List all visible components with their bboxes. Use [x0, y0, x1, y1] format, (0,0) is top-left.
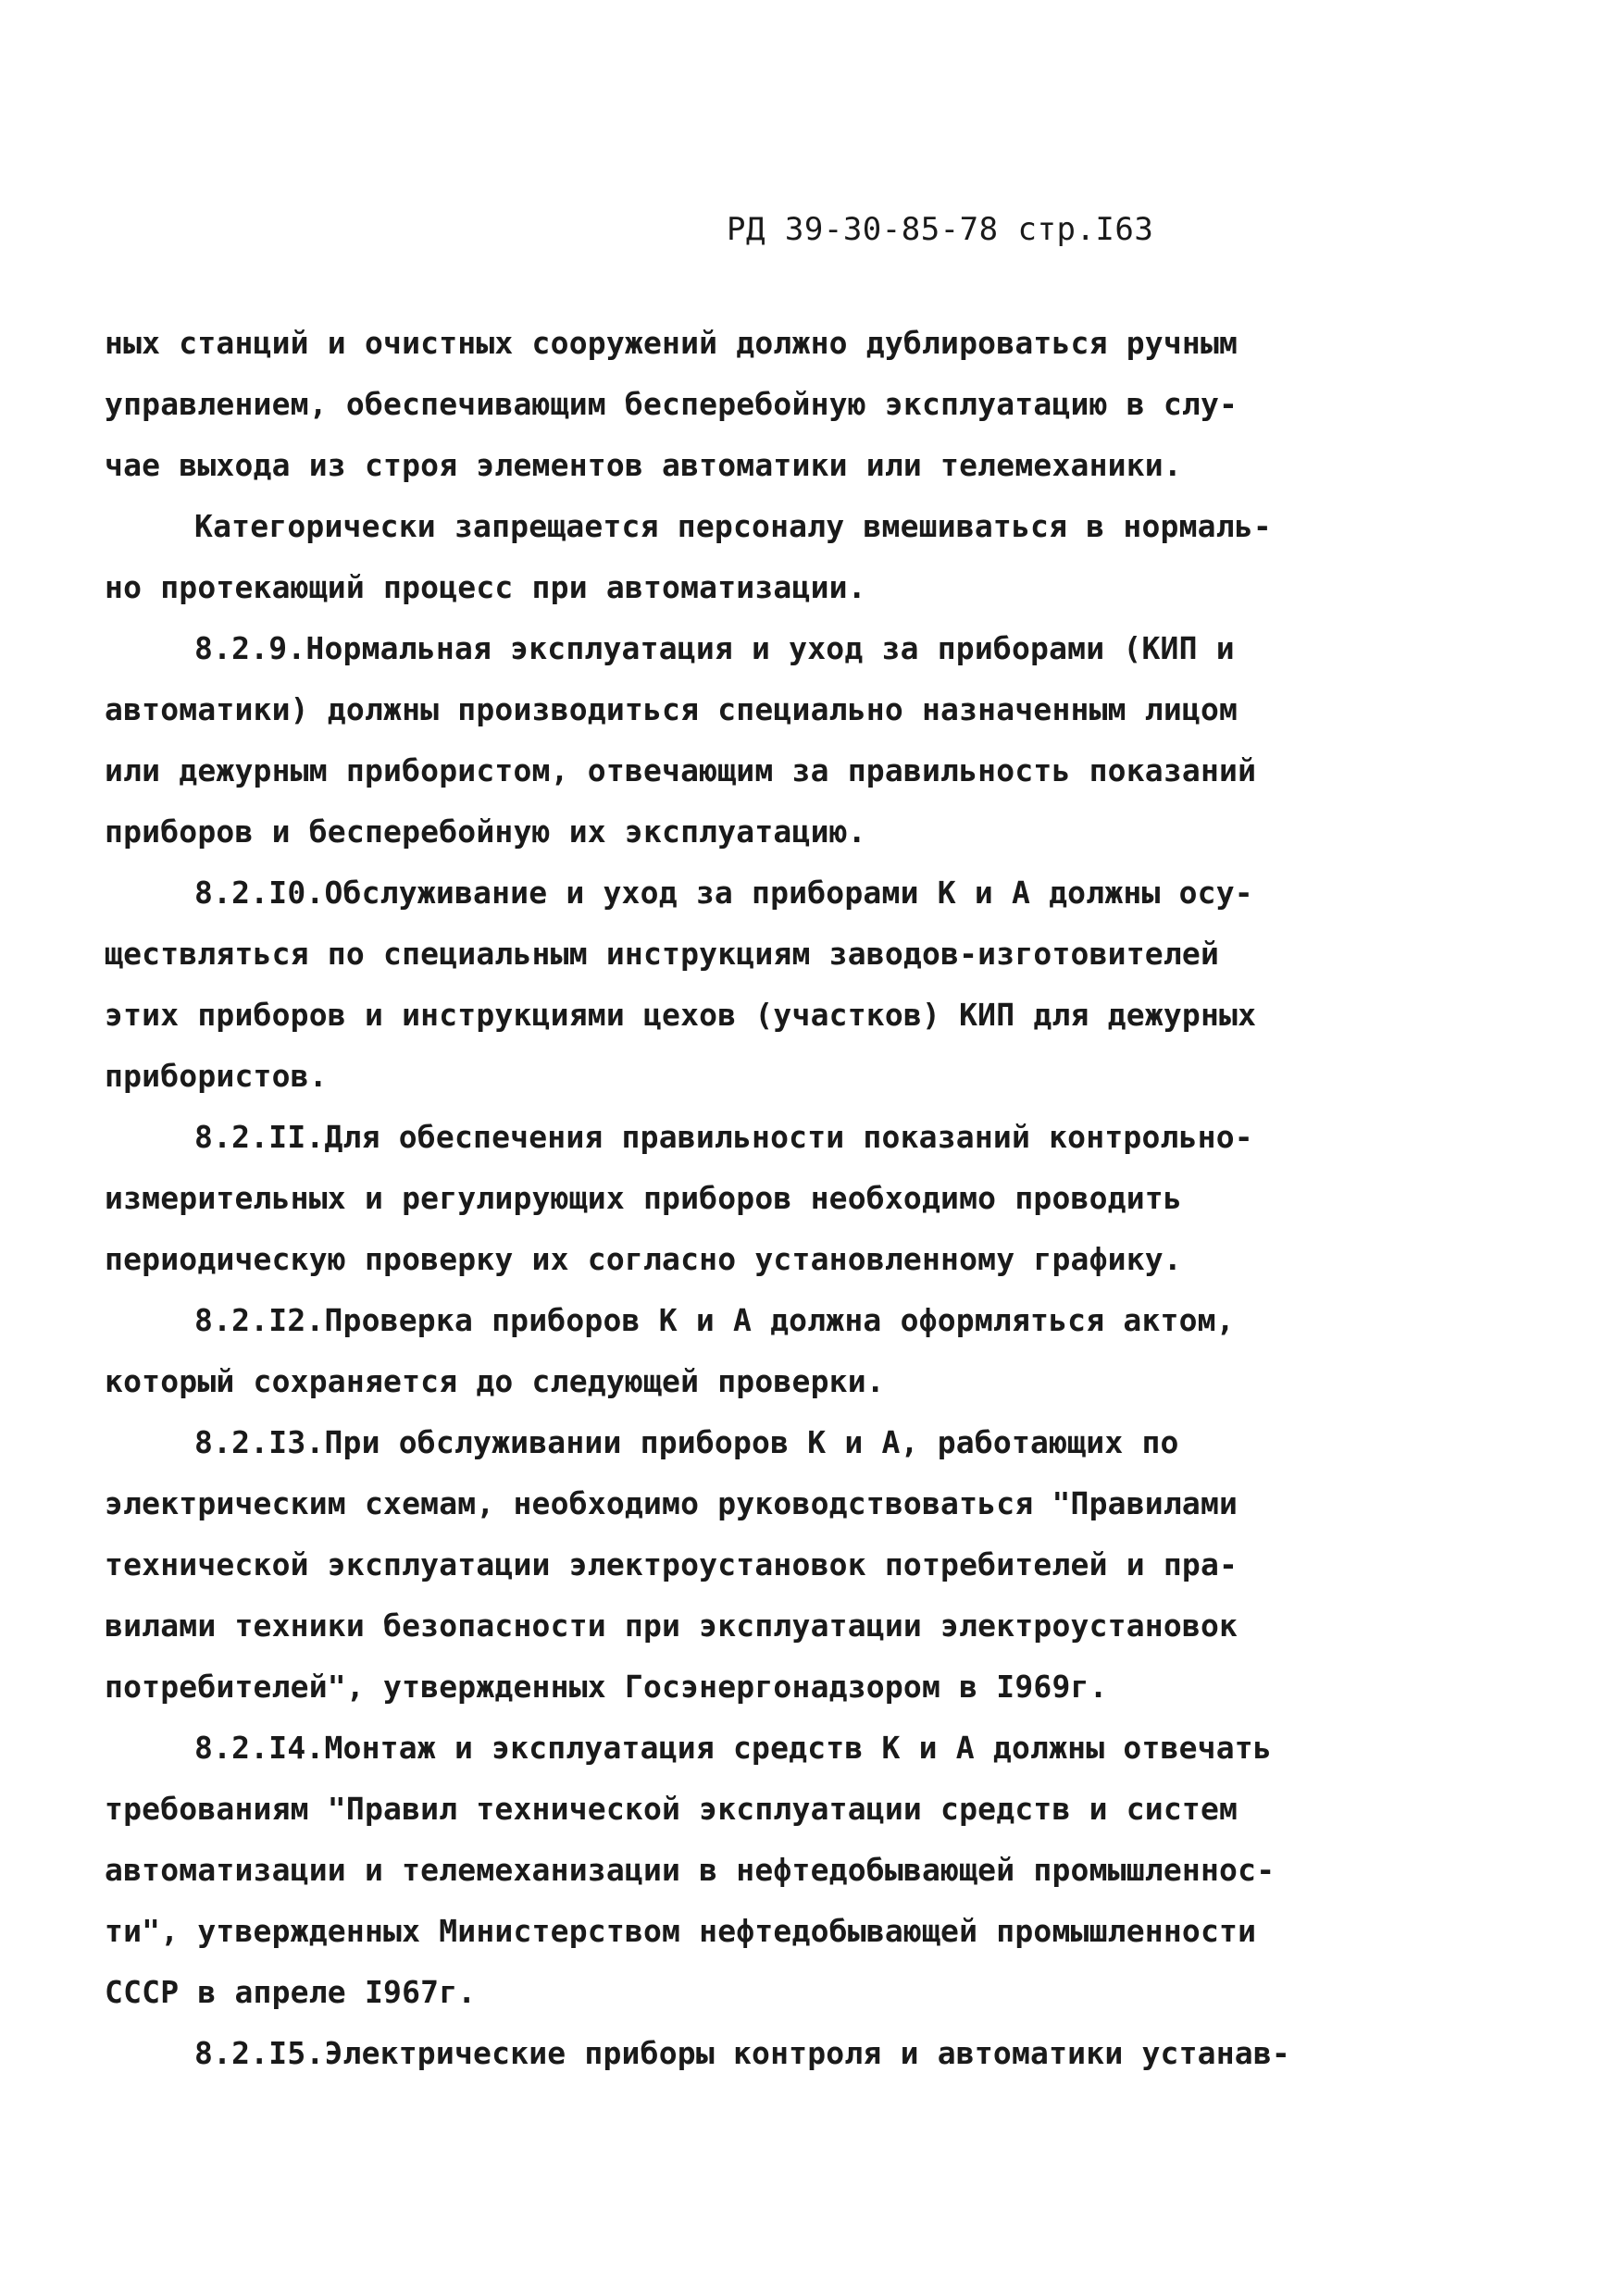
text-line: этих приборов и инструкциями цехов (участков) КИП для дежурных [105, 997, 1257, 1033]
text-line: вилами техники безопасности при эксплуатации электроустановок [105, 1607, 1238, 1644]
text-line: чае выхода из строя элементов автоматики или телемеханики. [105, 447, 1182, 483]
text-line: электрическим схемам, необходимо руководствоваться "Правилами [105, 1485, 1238, 1521]
text-line: ществляться по специальным инструкциям заводов-изготовителей [105, 936, 1220, 972]
text-line: ных станций и очистных сооружений должно дублироваться ручным [105, 325, 1238, 361]
paragraph-start-line: 8.2.I4.Монтаж и эксплуатация средств К и А должны отвечать [194, 1730, 1272, 1766]
text-line: ти", утвержденных Министерством нефтедобывающей промышленности [105, 1913, 1257, 1949]
text-line: управлением, обеспечивающим бесперебойную эксплуатацию в слу- [105, 386, 1238, 422]
document-body [105, 313, 1290, 2084]
paragraph-start-line: 8.2.I5.Электрические приборы контроля и автоматики устанав- [194, 2035, 1290, 2071]
text-line: автоматики) должны производиться специально назначенным лицом [105, 691, 1238, 727]
paragraph-start-line: 8.2.9.Нормальная эксплуатация и уход за приборами (КИП и [194, 630, 1235, 666]
paragraph-start-line: Категорически запрещается персоналу вмешиваться в нормаль- [194, 508, 1272, 544]
paragraph-start-line: 8.2.I3.При обслуживании приборов К и А, работающих по [194, 1424, 1179, 1460]
text-line: автоматизации и телемеханизации в нефтедобывающей промышленнос- [105, 1852, 1276, 1888]
text-line: или дежурным прибористом, отвечающим за правильность показаний [105, 752, 1257, 788]
text-line: технической эксплуатации электроустановок потребителей и пра- [105, 1546, 1238, 1582]
text-line: требованиям "Правил технической эксплуатации средств и систем [105, 1791, 1238, 1827]
paragraph-start-line: 8.2.I0.Обслуживание и уход за приборами К и А должны осу- [194, 875, 1253, 911]
text-line: СССР в апреле I967г. [105, 1974, 477, 2010]
paragraph-start-line: 8.2.II.Для обеспечения правильности показаний контрольно- [194, 1119, 1253, 1155]
paragraph-start-line: 8.2.I2.Проверка приборов К и А должна оформляться актом, [194, 1302, 1235, 1338]
text-line: измерительных и регулирующих приборов необходимо проводить [105, 1180, 1182, 1216]
text-line: потребителей", утвержденных Госэнергонадзором в I969г. [105, 1669, 1108, 1705]
text-line: прибористов. [105, 1058, 328, 1094]
text-line: периодическую проверку их согласно установленному графику. [105, 1241, 1182, 1277]
page-header-doc-ref: РД 39-30-85-78 стр.I63 [727, 211, 1154, 248]
text-line: но протекающий процесс при автоматизации. [105, 569, 866, 605]
text-line: который сохраняется до следующей проверки. [105, 1363, 885, 1399]
text-line: приборов и бесперебойную их эксплуатацию. [105, 813, 866, 850]
